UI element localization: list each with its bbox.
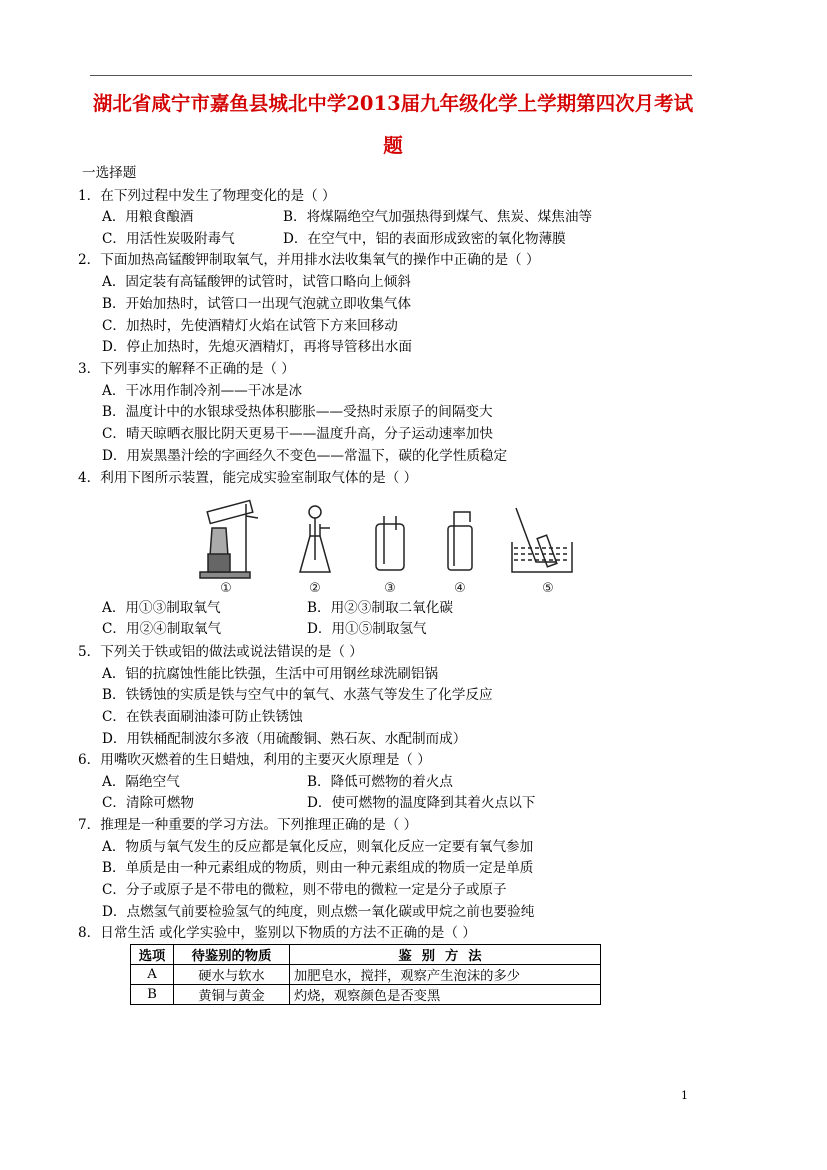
- question-6-stem: 6．用嘴吹灭燃着的生日蜡烛，利用的主要灭火原理是（ ）: [78, 752, 431, 768]
- question-2-option-c: C．加热时，先使酒精灯火焰在试管下方来回移动: [102, 318, 398, 334]
- apparatus-label-2: ②: [309, 581, 321, 596]
- page-number: 1: [681, 1089, 688, 1102]
- question-3-option-d: D．用炭黑墨汁绘的字画经久不变色——常温下，碳的化学性质稳定: [102, 448, 508, 464]
- question-5-option-b: B．铁锈蚀的实质是铁与空气中的氧气、水蒸气等发生了化学反应: [102, 687, 493, 703]
- apparatus-1-heating-tube: [200, 501, 258, 578]
- question-6-option-b: B．降低可燃物的着火点: [307, 774, 453, 790]
- question-2-stem: 2．下面加热高锰酸钾制取氧气，并用排水法收集氧气的操作中正确的是（ ）: [78, 252, 540, 268]
- question-7-option-c: C．分子或原子是不带电的微粒，则不带电的微粒一定是分子或原子: [102, 882, 507, 898]
- question-4-stem: 4．利用下图所示装置，能完成实验室制取气体的是（ ）: [78, 470, 418, 486]
- apparatus-label-1: ①: [220, 581, 232, 596]
- question-6-option-d: D．使可燃物的温度降到其着火点以下: [307, 795, 536, 811]
- question-2-option-a: A．固定装有高锰酸钾的试管时，试管口略向上倾斜: [102, 274, 411, 290]
- question-3-option-b: B．温度计中的水银球受热体积膨胀——受热时汞原子的间隔变大: [102, 404, 493, 420]
- table-cell-option: A: [131, 965, 174, 985]
- apparatus-5-water-trough: [512, 508, 572, 572]
- apparatus-3-bottle-downward: [376, 516, 404, 570]
- apparatus-4-bottle-upward: [448, 512, 472, 570]
- question-4-option-a: A．用①③制取氧气: [102, 600, 221, 616]
- question-6-option-c: C．清除可燃物: [102, 795, 194, 811]
- question-3-option-c: C．晴天晾晒衣服比阴天更易干——温度升高，分子运动速率加快: [102, 426, 494, 442]
- table-header-method: 鉴别方法: [290, 945, 601, 965]
- question-3-option-a: A．干冰用作制冷剂——干冰是冰: [102, 383, 303, 399]
- question-4-option-d: D．用①⑤制取氢气: [307, 621, 427, 637]
- table-header-row: [131, 945, 601, 965]
- table-cell-substances: 黄铜与黄金: [174, 985, 290, 1005]
- table-cell-substances: 硬水与软水: [174, 965, 290, 985]
- apparatus-2-conical-flask: [300, 506, 330, 572]
- question-1-option-c: C．用活性炭吸附毒气: [102, 231, 235, 247]
- question-7-option-a: A．物质与氧气发生的反应都是氧化反应，则氧化反应一定要有氧气参加: [102, 839, 534, 855]
- apparatus-figure: [196, 496, 580, 596]
- question-2-option-b: B．开始加热时，试管口一出现气泡就立即收集气体: [102, 296, 412, 312]
- question-1-stem: 1．在下列过程中发生了物理变化的是（ ）: [78, 188, 336, 204]
- question-5-option-c: C．在铁表面刷油漆可防止铁锈蚀: [102, 709, 303, 725]
- apparatus-label-3: ③: [384, 581, 396, 596]
- document-title-continued: 题: [383, 134, 403, 157]
- table-header-option: 选项: [131, 945, 174, 965]
- apparatus-label-5: ⑤: [542, 581, 554, 596]
- table-row: [131, 965, 601, 985]
- question-1-option-a: A．用粮食酿酒: [102, 209, 194, 225]
- table-cell-method: 灼烧，观察颜色是否变黑: [290, 985, 601, 1005]
- question-7-stem: 7．推理是一种重要的学习方法。下列推理正确的是（ ）: [78, 817, 418, 833]
- header-rule: [90, 75, 692, 76]
- question-6-option-a: A．隔绝空气: [102, 774, 180, 790]
- question-7-option-b: B．单质是由一种元素组成的物质，则由一种元素组成的物质一定是单质: [102, 860, 534, 876]
- question-5-option-a: A．铝的抗腐蚀性能比铁强，生活中可用钢丝球洗刷铝锅: [102, 666, 439, 682]
- identification-table: [130, 944, 601, 1005]
- section-heading: 一选择题: [82, 165, 137, 181]
- question-7-option-d: D．点燃氢气前要检验氢气的纯度，则点燃一氧化碳或甲烷之前也要验纯: [102, 904, 535, 920]
- apparatus-label-4: ④: [454, 581, 466, 596]
- question-3-stem: 3．下列事实的解释不正确的是（ ）: [78, 361, 295, 377]
- table-row: [131, 985, 601, 1005]
- table-header-substances: 待鉴别的物质: [174, 945, 290, 965]
- question-1-option-d: D．在空气中，铝的表面形成致密的氧化物薄膜: [283, 231, 566, 247]
- question-4-option-c: C．用②④制取氧气: [102, 621, 222, 637]
- table-cell-method: 加肥皂水，搅拌，观察产生泡沫的多少: [290, 965, 601, 985]
- document-title: 湖北省咸宁市嘉鱼县城北中学2013届九年级化学上学期第四次月考试: [92, 92, 694, 115]
- table-cell-option: B: [131, 985, 174, 1005]
- question-5-option-d: D．用铁桶配制波尔多液（用硫酸铜、熟石灰、水配制而成）: [102, 731, 467, 747]
- question-1-option-b: B．将煤隔绝空气加强热得到煤气、焦炭、煤焦油等: [283, 209, 593, 225]
- question-2-option-d: D．停止加热时，先熄灭酒精灯，再将导管移出水面: [102, 339, 412, 355]
- question-8-stem: 8．日常生活 或化学实验中，鉴别以下物质的方法不正确的是（ ）: [78, 925, 476, 941]
- question-4-option-b: B．用②③制取二氧化碳: [307, 600, 453, 616]
- question-5-stem: 5．下列关于铁或铝的做法或说法错误的是（ ）: [78, 644, 363, 660]
